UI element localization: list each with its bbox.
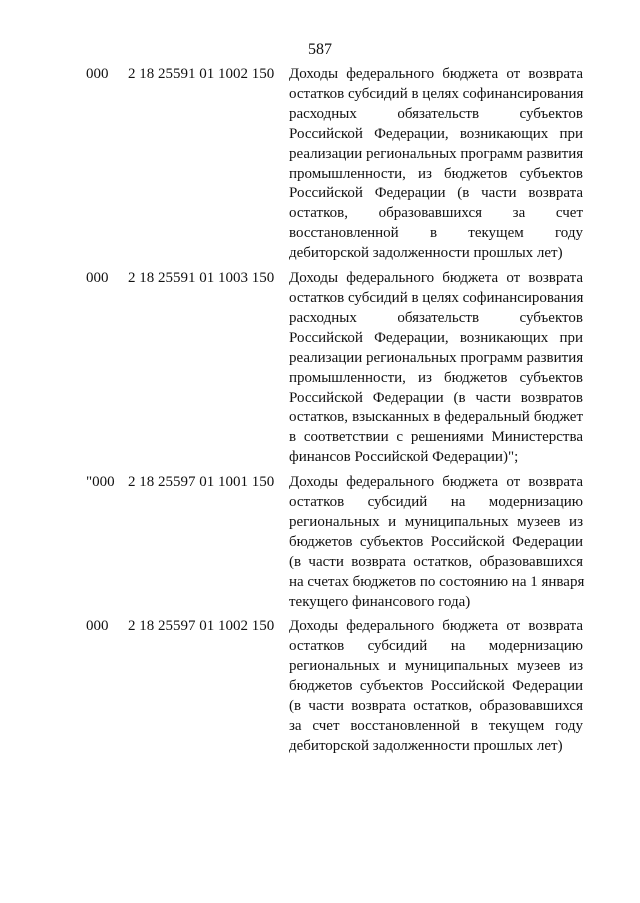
page-number: 587 (308, 41, 332, 58)
description-line: остатков, образовавшихся за счет (289, 205, 583, 222)
entry-description (289, 473, 583, 612)
description-line: остатков субсидий на модернизацию (289, 494, 583, 511)
description-line: (в части возврата остатков, образовавшихся (289, 553, 583, 570)
description-line: остатков субсидий на модернизацию (289, 638, 583, 655)
description-line: финансов Российской Федерации)"; (289, 449, 519, 466)
entry-description (289, 269, 583, 468)
description-line: бюджетов субъектов Российской Федерации (289, 533, 583, 550)
description-line: на счетах бюджетов по состоянию на 1 января (289, 573, 585, 590)
description-line: промышленности, из бюджетов субъектов (289, 369, 583, 386)
budget-classification-code: 2 18 25597 01 1002 150 (128, 618, 275, 635)
budget-classification-code: 2 18 25591 01 1002 150 (128, 66, 275, 82)
administrator-code: 000 (86, 618, 109, 635)
description-line: Российской Федерации, возникающих при (289, 125, 583, 142)
description-line: остатков субсидий в целях софинансирования (289, 85, 584, 102)
budget-classification-code: 2 18 25591 01 1003 150 (128, 270, 275, 287)
description-line: восстановленной в текущем году (289, 225, 583, 242)
description-line: реализации региональных программ развития (289, 349, 584, 366)
budget-entry (0, 473, 640, 612)
description-line: Доходы федерального бюджета от возврата (289, 270, 583, 287)
description-line: дебиторской задолженности прошлых лет) (289, 245, 563, 262)
administrator-code: 000 (86, 66, 109, 82)
budget-classification-code: 2 18 25597 01 1001 150 (128, 474, 275, 491)
budget-entry (0, 269, 640, 468)
description-line: расходных обязательств субъектов (289, 309, 583, 326)
administrator-code: 000 (86, 270, 109, 287)
administrator-code: "000 (86, 474, 115, 491)
description-line: (в части возврата остатков, образовавшихся (289, 698, 583, 715)
description-line: остатков субсидий в целях софинансирования (289, 289, 584, 306)
description-line: за счет восстановленной в текущем году (289, 718, 583, 734)
description-line: Доходы федерального бюджета от возврата (289, 474, 583, 491)
description-line: текущего финансового года) (289, 593, 471, 610)
description-line: Доходы федерального бюджета от возврата (289, 618, 583, 635)
description-line: дебиторской задолженности прошлых лет) (289, 737, 563, 754)
description-line: расходных обязательств субъектов (289, 105, 583, 122)
entry-description (289, 65, 583, 264)
budget-entry (0, 65, 640, 264)
description-line: в соответствии с решениями Министерства (289, 429, 583, 446)
budget-entry (0, 617, 640, 756)
description-line: бюджетов субъектов Российской Федерации (289, 678, 583, 695)
budget-code-list (0, 65, 640, 757)
description-line: Российской Федерации, возникающих при (289, 329, 583, 346)
description-line: промышленности, из бюджетов субъектов (289, 165, 583, 182)
description-line: остатков, взысканных в федеральный бюджет (289, 409, 583, 426)
entry-description (289, 617, 583, 756)
description-line: Российской Федерации (в части возвратов (289, 389, 583, 406)
description-line: реализации региональных программ развития (289, 145, 584, 162)
description-line: региональных и муниципальных музеев из (289, 658, 583, 675)
description-line: Российской Федерации (в части возврата (289, 185, 583, 202)
description-line: Доходы федерального бюджета от возврата (289, 66, 583, 82)
description-line: региональных и муниципальных музеев из (289, 513, 583, 530)
